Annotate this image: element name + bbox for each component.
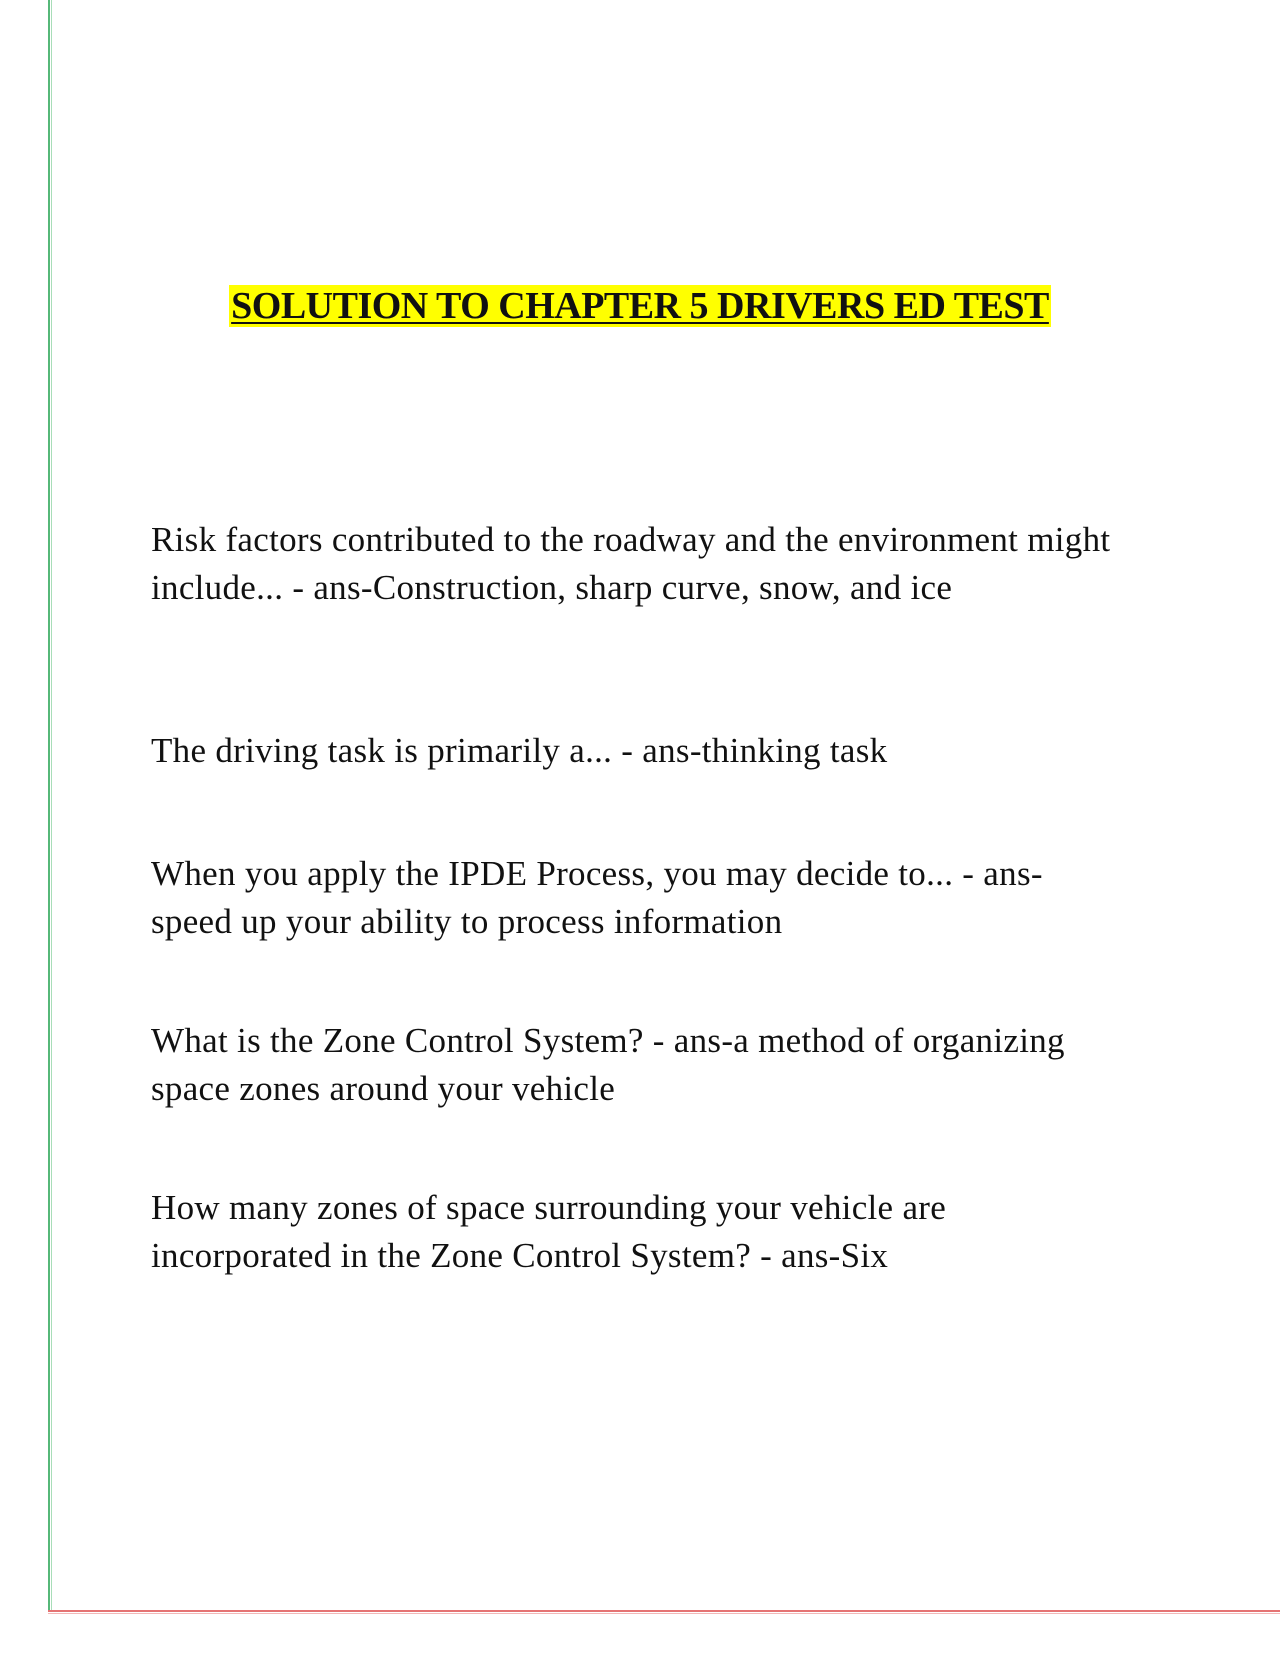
qa-item-5: How many zones of space surrounding your vehicle are incorporated in the Zone Control System? - ans-Six	[151, 1188, 947, 1275]
qa-item-4: What is the Zone Control System? - ans-a method of organizing space zones around your vehicle	[151, 1021, 1065, 1108]
page-border-left	[48, 0, 50, 1612]
page-border-bottom	[48, 1610, 1280, 1612]
qa-item-2: The driving task is primarily a... - ans-thinking task	[151, 731, 888, 770]
document-title	[0, 282, 1280, 330]
document-title-text: SOLUTION TO CHAPTER 5 DRIVERS ED TEST	[231, 285, 1049, 327]
qa-item-1: Risk factors contributed to the roadway and the environment might include... - ans-Construction, sharp curve, snow, and ice	[151, 520, 1111, 607]
qa-item-3: When you apply the IPDE Process, you may decide to... - ans-speed up your ability to process information	[151, 854, 1043, 941]
